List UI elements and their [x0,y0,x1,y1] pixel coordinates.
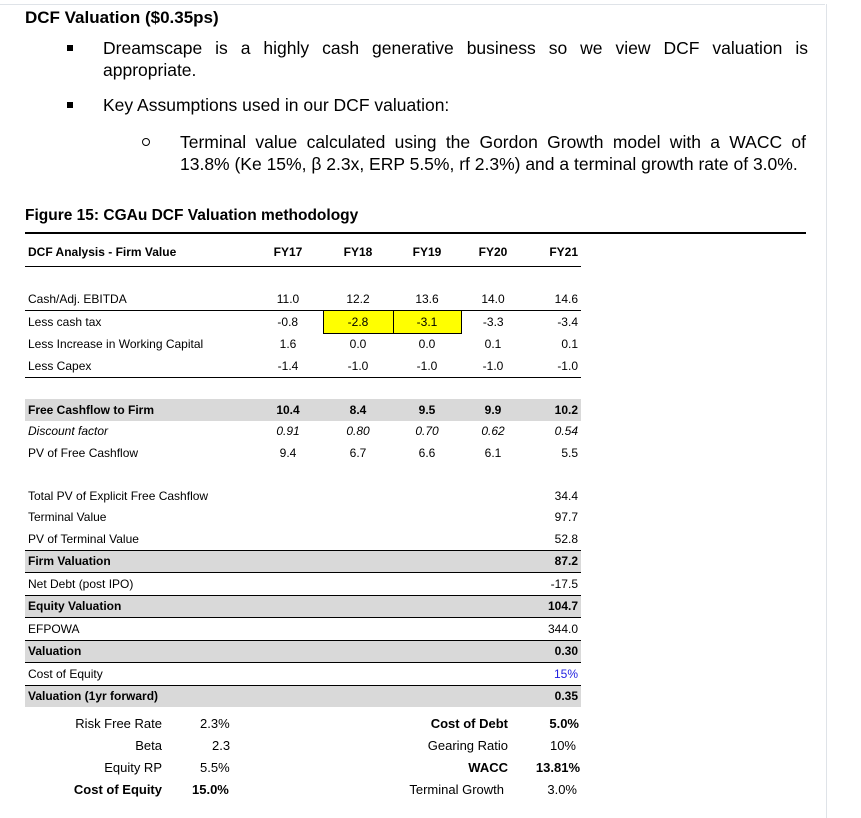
row-label: Less Capex [25,355,253,377]
cell: 12.2 [323,289,393,311]
assumption-label: Cost of Equity [73,782,162,797]
assumption-label: WACC [468,760,508,775]
assumption-label: Beta [135,738,162,753]
cell: 10.2 [525,399,581,421]
assumption-value: 5.5% [200,760,230,775]
year-header: FY20 [461,237,525,267]
summary-label: Terminal Value [28,510,107,525]
assumption-value: 13.81% [535,760,580,775]
cell: -1.0 [393,355,461,377]
cell: 6.1 [484,445,502,460]
highlighted-cell: -2.8 [323,311,393,334]
table-row [25,311,581,334]
row-label: Cash/Adj. EBITDA [25,289,253,311]
cell: 6.6 [418,445,436,460]
summary-row [25,685,581,707]
table-row [25,442,581,464]
summary-label: Valuation [25,640,525,663]
assumption-value: 2.3% [200,716,230,731]
summary-label: PV of Terminal Value [25,528,525,550]
table-title: DCF Analysis - Firm Value [25,237,253,267]
section-heading: DCF Valuation ($0.35ps) [25,8,219,27]
summary-label: Net Debt (post IPO) [25,573,525,596]
assumption-value: 2.3 [212,738,231,753]
cell: 1.6 [279,337,297,351]
summary-row [25,618,581,641]
cell: 0.1 [484,337,502,351]
cell: 0.54 [554,424,578,439]
summary-label: Total PV of Explicit Free Cashflow [28,488,209,503]
summary-row [25,507,581,529]
assumption-label: Terminal Growth [409,782,504,797]
row-label: PV of Free Cashflow [28,445,139,460]
bullet-text-2: Key Assumptions used in our DCF valuation: [103,95,450,115]
cell: 14.0 [461,289,525,311]
cell: 10.4 [253,399,323,421]
row-label: Less cash tax [28,315,102,329]
figure-rule [25,232,806,234]
assumption-value: 15.0% [192,782,229,797]
summary-value: -17.5 [525,573,581,596]
table-row [25,333,581,355]
cell: 0.0 [418,337,436,352]
cell: -1.0 [461,355,525,377]
bullet-square-icon [67,102,73,108]
cell: 0.1 [561,337,578,351]
cell: 0.0 [349,337,367,352]
summary-label: Valuation (1yr forward) [25,685,525,707]
spacer-row [25,464,581,486]
cell: 8.4 [323,399,393,421]
cell: 9.4 [279,445,297,460]
assumption-label: Cost of Debt [430,716,508,731]
cell: 0.80 [346,424,370,439]
table-row [25,355,581,377]
row-label: Free Cashflow to Firm [25,399,253,421]
cell: -0.8 [277,315,299,329]
bullet-text-1: Dreamscape is a highly cash generative business so we view DCF valuation is appropriate. [103,38,808,80]
cell: -1.0 [525,355,581,377]
summary-row [25,550,581,573]
table-header-row [25,237,581,267]
summary-value: 15% [525,663,581,686]
year-header: FY21 [525,237,581,267]
summary-value: 344.0 [525,618,581,641]
cell: 6.7 [349,445,367,460]
spacer-row [25,267,581,289]
top-divider [0,4,825,5]
cell: -1.4 [253,355,323,377]
summary-label: EFPOWA [25,618,525,641]
summary-value: 0.30 [525,640,581,663]
cell: 5.5 [561,445,578,460]
year-header: FY19 [393,237,461,267]
summary-row [25,573,581,596]
summary-value: 34.4 [554,488,578,503]
assumption-label: Equity RP [104,760,162,775]
sub-bullet-text: Terminal value calculated using the Gordon Growth model with a WACC of 13.8% (Ke 15%, β 2.3x, ERP 5.5%, rf 2.3%) and a terminal growth rate of 3.0%. [180,132,806,174]
year-header: FY18 [323,237,393,267]
bullet-circle-icon [142,138,150,146]
summary-value: 97.7 [554,510,578,525]
cell: -3.4 [557,315,578,329]
summary-row [25,663,581,686]
assumption-value: 3.0% [547,782,577,797]
year-header: FY17 [253,237,323,267]
summary-value: 104.7 [525,595,581,618]
cell: 0.91 [276,424,300,439]
row-label: Discount factor [28,424,109,439]
cell: 9.5 [393,399,461,421]
summary-row [25,528,581,550]
summary-label: Firm Valuation [25,550,525,573]
summary-value: 87.2 [525,550,581,573]
row-label: Less Increase in Working Capital [28,337,204,351]
cell: -3.3 [482,315,504,329]
cell: 14.6 [525,289,581,311]
summary-label: Cost of Equity [25,663,525,686]
summary-row [25,595,581,618]
assumption-label: Risk Free Rate [75,716,162,731]
cell: 0.62 [481,424,505,439]
cell: 0.70 [415,424,439,439]
assumption-value: 10% [549,738,576,753]
summary-label: Equity Valuation [25,595,525,618]
summary-row [25,640,581,663]
assumption-value: 5.0% [549,716,579,731]
bullet-square-icon [67,45,73,51]
cell: 13.6 [393,289,461,311]
figure-title: Figure 15: CGAu DCF Valuation methodology [25,207,359,224]
summary-value: 0.35 [525,685,581,707]
right-divider [826,4,827,818]
cell: 11.0 [253,289,323,311]
dcf-table [25,237,581,707]
spacer-row [25,377,581,399]
cell: 9.9 [461,399,525,421]
summary-row [25,485,581,507]
table-row [25,399,581,421]
table-row [25,421,581,443]
assumption-label: Gearing Ratio [427,738,508,753]
summary-value: 52.8 [525,528,581,550]
table-row [25,289,581,311]
highlighted-cell: -3.1 [393,311,461,334]
cell: -1.0 [323,355,393,377]
